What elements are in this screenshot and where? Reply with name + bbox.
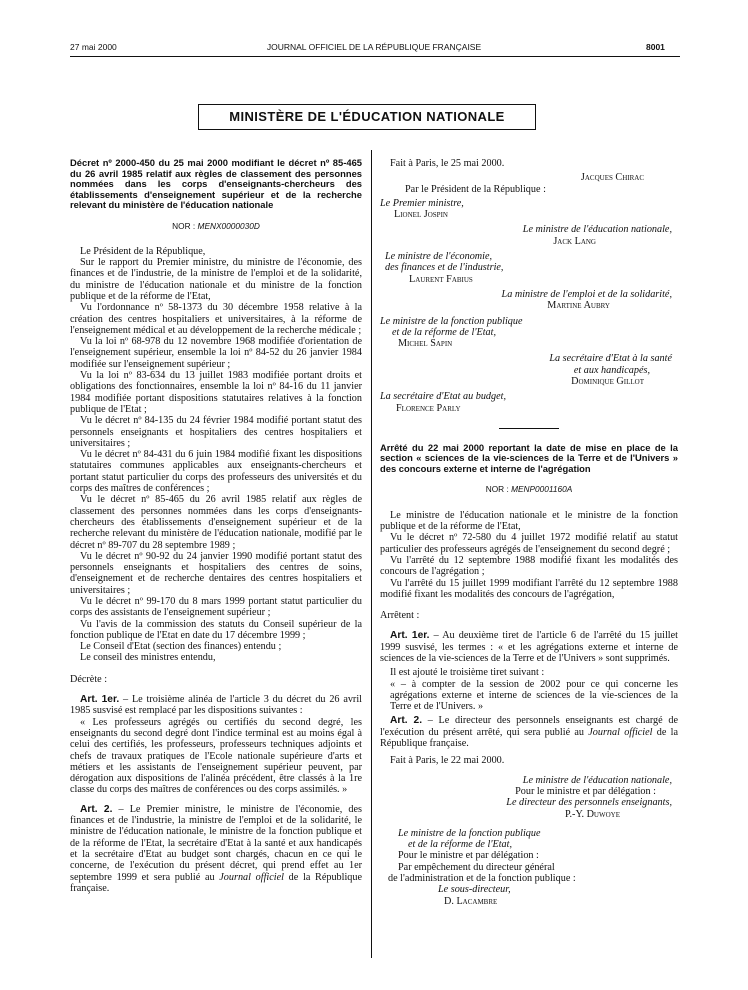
arrete-paragraph: Le ministre de l'éducation nationale et le ministre de la fonction publique et de la réforme de l'Etat, <box>380 509 678 533</box>
arrete-tiret-intro: Il est ajouté le troisième tiret suivant : <box>390 667 545 679</box>
decret-paragraph: Vu le décret nº 99-170 du 8 mars 1999 portant statut particulier du corps des assistants de l'enseignement supérieur ; <box>70 596 362 619</box>
sig-fonction-publique: Le ministre de la fonction publique et de la réforme de l'Etat, Michel Sapin <box>380 315 523 350</box>
arrete-paragraph: Vu l'arrêté du 12 septembre 1988 modifié fixant les modalités des concours de l'agrégation ; <box>380 554 678 578</box>
decret-paragraph: Le Conseil d'Etat (section des finances) entendu ; <box>80 641 282 653</box>
sig-budget: La secrétaire d'Etat au budget, Florence Parly <box>380 391 507 414</box>
decret-paragraph: Sur le rapport du Premier ministre, du ministre de l'économie, des finances et de l'industrie, de la ministre de l'emploi et de la solidarité, du ministre de l'éducation nationale et du ministre de la fonction publique et de la réforme de l'Etat, <box>70 257 362 302</box>
decret-paragraphs <box>70 246 362 664</box>
header-rule <box>70 56 680 57</box>
header-date: 27 mai 2000 <box>70 42 117 52</box>
decret-paragraph: Le Président de la République, <box>80 245 206 257</box>
decret-paragraph: Vu le décret nº 85-465 du 26 avril 1985 relatif aux règles de classement des personnes nommées dans les corps d'enseignants-chercheurs des établissements d'enseignement supérieur et de la recherche relevant du ministère de l'éducation nationale, modifié par le décret nº 89-707 du 28 septembre 1989 ; <box>70 494 362 551</box>
arretent-heading: Arrêtent : <box>380 610 420 622</box>
ministry-title-box: MINISTÈRE DE L'ÉDUCATION NATIONALE <box>198 104 536 130</box>
decrete-heading: Décrète : <box>70 673 108 685</box>
decret-paragraph: Vu la loi nº 83-634 du 13 juillet 1983 modifiée portant droits et obligations des fonctionnaires, ensemble la loi nº 84-16 du 11 janvier 1984 modifiée portant dispositions statutaires relatives à la fonction publique de l'Etat ; <box>70 370 362 415</box>
arrete-sig-1: Le ministre de l'éducation nationale, Pour le ministre et par délégation : Le directeur des personnels enseignants, P.-Y. Duwoye <box>506 774 672 820</box>
decret-paragraph: Vu l'ordonnance nº 58-1373 du 30 décembre 1958 relative à la création des centres hospitaliers et universitaires, à la réforme de l'enseignement médical et au développement de la recherche médicale ; <box>70 302 362 336</box>
decret-paragraph: Vu le décret nº 84-135 du 24 février 1984 modifié portant statut des personnels enseignants et hospitaliers des centres hospitaliers et universitaires ; <box>70 415 362 449</box>
arrete-sig-2: Le ministre de la fonction publique et de la réforme de l'Etat, Pour le ministre et par délégation : Par empêchement du directeur général de l'administration et de la fonction publique : Le sous-directeur, D. Lacambre <box>388 827 576 907</box>
sig-education: Le ministre de l'éducation nationale, Jack Lang <box>522 224 672 247</box>
sig-sante: La secrétaire d'Etat à la santé et aux handicapés, Dominique Gillot <box>549 353 672 388</box>
decret-paragraph: Vu le décret nº 84-431 du 6 juin 1984 modifié fixant les dispositions statutaires communes applicables aux enseignants-chercheurs et portant statut particulier du corps des professeurs des universités et du corps des maîtres de conférences ; <box>70 449 362 495</box>
arrete-article-1: Art. 1er. – Au deuxième tiret de l'article 6 de l'arrêté du 15 juillet 1999 susvisé, les termes : « et les agrégations externe et interne de sciences de la vie-sciences de la Terre et de l'Univers » sont supprimés. <box>380 630 678 664</box>
decret-paragraph: Vu l'avis de la commission des statuts du Conseil supérieur de la fonction publique de l'Etat en date du 17 décembre 1999 ; <box>70 618 362 641</box>
par-president: Par le Président de la République : <box>405 183 546 195</box>
decret-article-1: Art. 1er. – Le troisième alinéa de l'article 3 du décret du 26 avril 1985 susvisé est remplacé par les dispositions suivantes : <box>70 694 362 717</box>
decret-article-1-quote: « Les professeurs agrégés ou certifiés du second degré, les enseignants du second degré dont l'indice terminal est au moins égal à celui des certifiés, les professeurs, professeurs techniques adjoints et chefs de travaux pratiques de l'Ecole nationale supérieure d'arts et métiers et les assistants de l'enseignement supérieur peuvent, par dérogation aux dispositions de l'alinéa précédent, être classés à la 1re classe du corps des maîtres de conférences ou des corps assimilés. » <box>70 716 362 796</box>
sig-premier-ministre: Le Premier ministre, Lionel Jospin <box>380 197 464 221</box>
decret-paragraph: Le conseil des ministres entendu, <box>80 652 216 664</box>
decret-title: Décret nº 2000-450 du 25 mai 2000 modifiant le décret nº 85-465 du 26 avril 1985 relatif aux règles de classement des personnes nommées dans les corps d'enseignants-chercheurs des établissements d'enseignement supérieur et de la recherche relevant du ministère de l'éducation nationale <box>70 157 362 210</box>
arrete-paragraph: Vu l'arrêté du 15 juillet 1999 modifiant l'arrêté du 12 septembre 1988 modifié fixant les modalités des concours de l'agrégation, <box>380 577 678 600</box>
arrete-title: Arrêté du 22 mai 2000 reportant la date de mise en place de la section « sciences de la vie-sciences de la Terre et de l'Univers » des concours externe et interne de l'agrégation <box>380 441 678 474</box>
arrete-article-2: Art. 2. – Le directeur des personnels enseignants est chargé de l'exécution du présent arrêté, qui sera publié au Journal officiel de la République française. <box>380 715 678 750</box>
sig-emploi: La ministre de l'emploi et de la solidarité, Martine Aubry <box>501 288 672 312</box>
sig-economie: Le ministre de l'économie, des finances et de l'industrie, Laurent Fabius <box>385 251 504 285</box>
right-column <box>380 158 678 907</box>
arrete-tiret: « – à compter de la session de 2002 pour ce qui concerne les agrégations externe et interne de sciences de la vie-sciences de la Terre et de l'Univers. » <box>390 678 678 713</box>
arrete-fait: Fait à Paris, le 22 mai 2000. <box>390 755 505 767</box>
left-column <box>70 158 362 894</box>
arrete-nor: NOR : MENP0001160A <box>485 484 573 495</box>
decret-nor: NOR : MENX0000030D <box>172 220 260 231</box>
decret-fait: Fait à Paris, le 25 mai 2000. <box>390 158 505 169</box>
arrete-paragraph: Vu le décret nº 72-580 du 4 juillet 1972 modifié relatif au statut particulier des professeurs agrégés de l'enseignement du second degré ; <box>380 532 678 555</box>
section-divider <box>499 428 559 429</box>
header-journal-title: JOURNAL OFFICIEL DE LA RÉPUBLIQUE FRANÇAISE <box>266 42 482 52</box>
decret-article-2: Art. 2. – Le Premier ministre, le ministre de l'économie, des finances et de l'industrie, la ministre de l'emploi et de la solidarité, le ministre de l'éducation nationale, le ministre de la fonction publique et de la réforme de l'Etat, la secrétaire d'Etat à la santé et aux handicapés et la secrétaire d'Etat au budget sont chargés, chacun en ce qui le concerne, de l'exécution du présent décret, qui prend effet au 1er septembre 1999 et sera publié au Journal officiel de la République française. <box>70 803 363 894</box>
decret-paragraph: Vu le décret nº 90-92 du 24 janvier 1990 modifié portant statut des personnels enseignants et hospitaliers des centres de soins, d'enseignement et de recherche dentaires des centres hospitaliers et universitaires ; <box>70 550 362 596</box>
president-name: Jacques Chirac <box>580 172 644 184</box>
header-page-number: 8001 <box>646 42 665 52</box>
column-separator <box>371 150 372 958</box>
arrete-paragraphs <box>380 510 678 600</box>
decret-paragraph: Vu la loi nº 68-978 du 12 novembre 1968 modifiée d'orientation de l'enseignement supérieur, ensemble la loi nº 84-52 du 26 janvier 1984 modifiée sur l'enseignement supérieur ; <box>70 336 362 370</box>
